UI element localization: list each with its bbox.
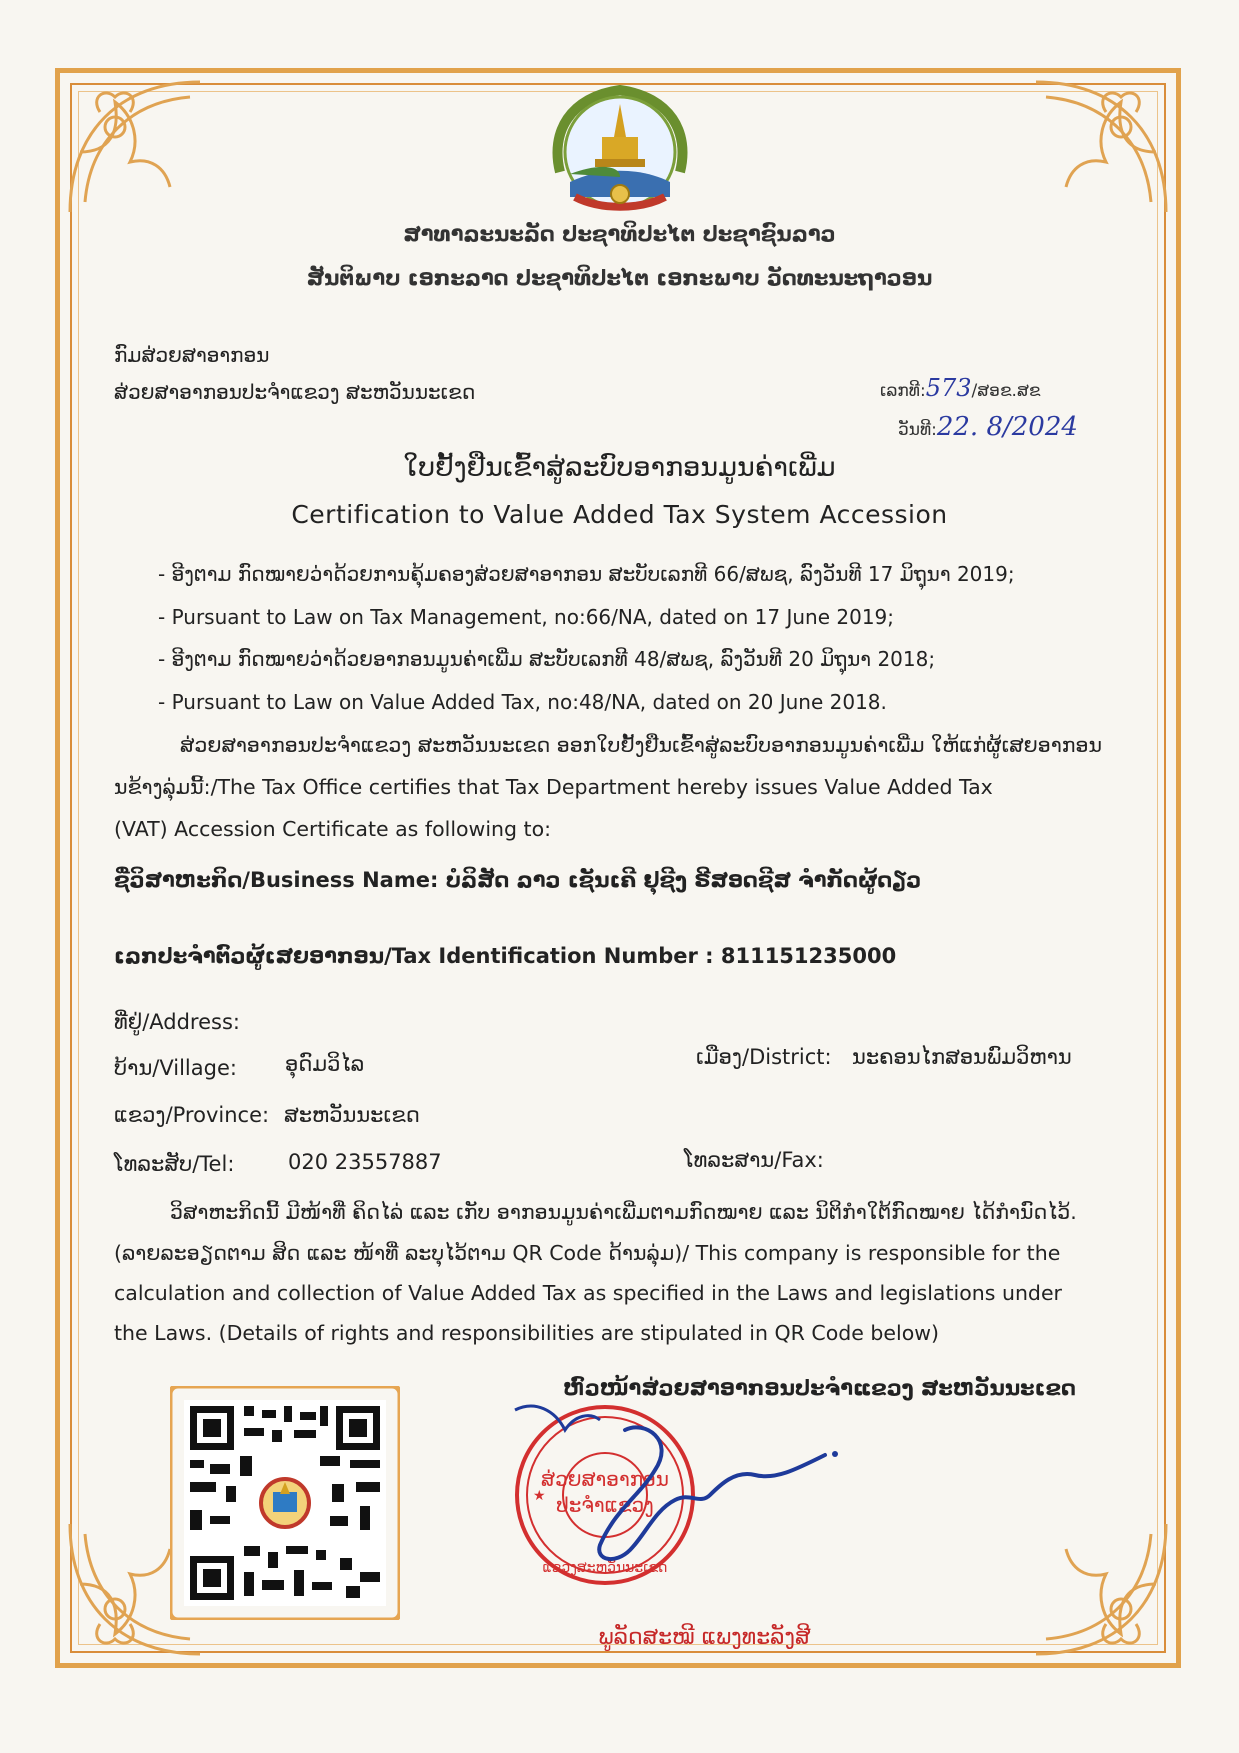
province-value: ສະຫວັນນະເຂດ	[284, 1103, 420, 1127]
village-value: ອຸດົມວິໄລ	[285, 1052, 365, 1076]
corner-ornament-icon	[60, 72, 210, 222]
tax-id-label: ເລກປະຈຳຕົວຜູ້ເສຍອາກອນ/Tax Identification Number :	[114, 944, 714, 968]
responsibility-line: calculation and collection of Value Added Tax as specified in the Laws and legislations under	[114, 1281, 1062, 1305]
issue-date	[898, 412, 1078, 442]
corner-ornament-icon	[1026, 72, 1176, 222]
village-label: ບ້ານ/Village:	[114, 1056, 237, 1080]
stamp-text-mid2: ປະຈຳແຂວງ	[556, 1493, 654, 1517]
issue-date-label: ວັນທີ:	[898, 420, 937, 440]
responsibility-line: the Laws. (Details of rights and responsibilities are stipulated in QR Code below)	[114, 1321, 940, 1345]
signatory-name: ພູລັດສະໝີ ແພງທະລັງສີ	[598, 1625, 811, 1650]
certificate-title-english: Certification to Value Added Tax System Accession	[291, 500, 948, 529]
national-emblem-icon	[540, 82, 700, 222]
provincial-office-name: ສ່ວຍສາອາກອນປະຈຳແຂວງ ສະຫວັນນະເຂດ	[114, 380, 476, 404]
province-label: ແຂວງ/Province:	[114, 1103, 270, 1127]
responsibility-line: (ລາຍລະອຽດຕາມ ສິດ ແລະ ໜ້າທີ່ ລະບຸໄວ້ຕາມ QR Code ດ້ານລຸ່ມ)/ This company is responsible for the	[114, 1241, 1061, 1265]
address-label: ທີ່ຢູ່/Address:	[114, 1010, 240, 1034]
pursuant-item: - Pursuant to Law on Tax Management, no:66/NA, dated on 17 June 2019;	[158, 605, 895, 629]
tax-id	[114, 944, 896, 968]
responsibility-line: ວິສາຫະກິດນີ້ ມີໜ້າທີ່ ຄິດໄລ່ ແລະ ເກັບ ອາກອນມູນຄ່າເພີ່ມຕາມກົດໝາຍ ແລະ ນິຕິກຳໃຕ້ກົດໝາຍ ໄດ້ກຳນົດໄວ້.	[170, 1200, 1077, 1224]
reference-number-label: ເລກທີ:	[880, 381, 926, 401]
tax-id-value: 811151235000	[720, 944, 897, 968]
intro-line: ສ່ວຍສາອາກອນປະຈຳແຂວງ ສະຫວັນນະເຂດ ອອກໃບຢັ້ງຢືນເຂົ້າສູ່ລະບົບອາກອນມູນຄ່າເພີ່ມ ໃຫ້ແກ່ຜູ້ເສຍອາກອນ	[180, 733, 1103, 757]
svg-text:★: ★	[533, 1488, 546, 1504]
stamp-text-mid: ສ່ວຍສາອາກອນ	[541, 1467, 669, 1491]
district-value: ນະຄອນໄກສອນພົມວິຫານ	[852, 1045, 1072, 1069]
stamp-text-bottom: ແຂວງສະຫວັນນະເຂດ	[542, 1560, 668, 1576]
pursuant-item: - Pursuant to Law on Value Added Tax, no:48/NA, dated on 20 June 2018.	[158, 690, 887, 714]
intro-line: (VAT) Accession Certificate as following to:	[114, 817, 552, 841]
signatory-title: ຫົວໜ້າສ່ວຍສາອາກອນປະຈຳແຂວງ ສະຫວັນນະເຂດ	[563, 1376, 1076, 1400]
pursuant-item: - ອີງຕາມ ກົດໝາຍວ່າດ້ວຍການຄຸ້ມຄອງສ່ວຍສາອາກອນ ສະບັບເລກທີ 66/ສພຊ, ລົງວັນທີ 17 ມິຖຸນາ 2019;	[158, 562, 1015, 586]
reference-number-value: 573	[925, 374, 972, 402]
qr-code-icon[interactable]	[170, 1386, 400, 1620]
certificate-title-lao: ໃບຢັ້ງຢືນເຂົ້າສູ່ລະບົບອາກອນມູນຄ່າເພີ່ມ	[403, 452, 836, 483]
district-label: ເມືອງ/District:	[696, 1045, 832, 1069]
business-name-value: ບໍລິສັດ ລາວ ເຊັນເຄີ ຢຸຊີງ ຣີສອດຊີສ ຈຳກັດຜູ້ດຽວ	[445, 868, 922, 892]
issue-date-value: 22. 8/2024	[936, 412, 1078, 442]
department-name: ກົມສ່ວຍສາອາກອນ	[114, 343, 270, 367]
pursuant-item: - ອີງຕາມ ກົດໝາຍວ່າດ້ວຍອາກອນມູນຄ່າເພີ່ມ ສະບັບເລກທີ 48/ສພຊ, ລົງວັນທີ 20 ມິຖຸນາ 2018;	[158, 647, 936, 671]
official-stamp-icon	[505, 1400, 925, 1590]
business-name-label: ຊື່ວິສາຫະກິດ/Business Name:	[114, 868, 439, 892]
reference-number-suffix: /ສອຂ.ສຂ	[971, 381, 1041, 401]
intro-line: ນຂ້າງລຸ່ມນີ້:/The Tax Office certifies that Tax Department hereby issues Value Added Tax	[114, 775, 993, 799]
country-name: ສາທາລະນະລັດ ປະຊາທິປະໄຕ ປະຊາຊົນລາວ	[403, 222, 836, 246]
national-motto: ສັນຕິພາບ ເອກະລາດ ປະຊາທິປະໄຕ ເອກະພາບ ວັດທະນະຖາວອນ	[306, 266, 933, 290]
tel-value: 020 23557887	[288, 1150, 442, 1174]
business-name	[114, 868, 921, 892]
tel-label: ໂທລະສັບ/Tel:	[114, 1152, 235, 1176]
reference-number	[880, 374, 1041, 402]
fax-label: ໂທລະສານ/Fax:	[684, 1148, 824, 1172]
